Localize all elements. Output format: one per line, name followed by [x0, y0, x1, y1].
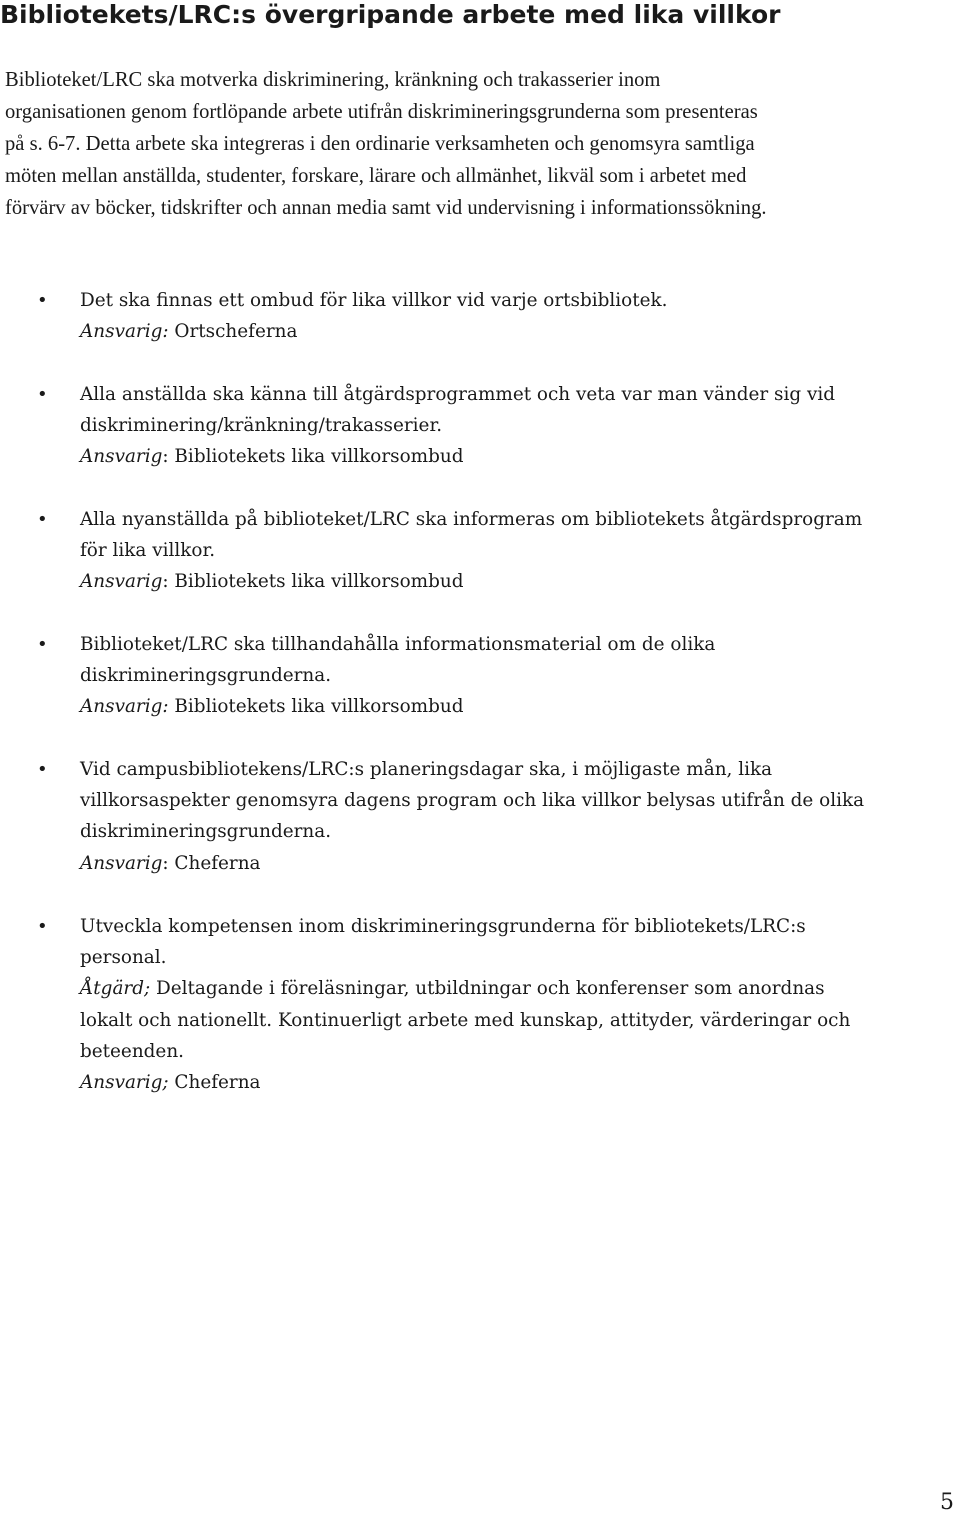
item-text-line: Utveckla kompetensen inom diskrimineringsgrunderna för bibliotekets/LRC:s: [80, 916, 806, 937]
list-item-body: [80, 754, 940, 879]
item-text-line: diskrimineringsgrunderna.: [80, 665, 332, 687]
item-text-line: diskriminering/kränkning/trakasserier.: [80, 415, 443, 437]
responsible-value: Cheferna: [168, 1072, 261, 1094]
item-text-line: Det ska finnas ett ombud för lika villkor vid varje ortsbibliotek.: [80, 290, 668, 311]
intro-line: på s. 6-7. Detta arbete ska integreras i den ordinarie verksamheten och genomsyra samtliga: [5, 133, 755, 155]
action-label: Åtgärd;: [80, 978, 151, 1000]
responsible-label: Ansvarig: [80, 852, 163, 874]
bullet-icon: •: [37, 509, 48, 530]
responsible-line: [80, 316, 940, 347]
page-title: Bibliotekets/LRC:s övergripande arbete med lika villkor: [0, 0, 781, 29]
list-item-body: [80, 285, 940, 347]
responsible-label: Ansvarig;: [80, 1072, 169, 1094]
item-text-line: villkorsaspekter genomsyra dagens program och lika villkor belysas utifrån de olika: [80, 790, 865, 812]
item-text-line: för lika villkor.: [80, 540, 216, 562]
list-item-body: [80, 504, 940, 598]
page-number: 5: [940, 1490, 954, 1515]
action-line: [80, 973, 940, 1004]
responsible-line: [80, 441, 940, 472]
responsible-value: : Bibliotekets lika villkorsombud: [162, 446, 464, 468]
item-text-line: Vid campusbibliotekens/LRC:s planeringsdagar ska, i möjligaste mån, lika: [80, 759, 773, 780]
item-text-line: personal.: [80, 947, 167, 969]
responsible-label: Ansvarig: [80, 571, 163, 593]
bullet-icon: •: [37, 634, 48, 655]
intro-line: förvärv av böcker, tidskrifter och annan media samt vid undervisning i informationssökning.: [5, 197, 767, 219]
responsible-value: Ortscheferna: [168, 321, 298, 343]
bullet-icon: •: [37, 384, 48, 405]
item-text-line: Biblioteket/LRC ska tillhandahålla informationsmaterial om de olika: [80, 634, 716, 655]
action-line: beteenden.: [80, 1040, 185, 1062]
responsible-line: [80, 1067, 940, 1098]
responsible-value: : Cheferna: [162, 852, 261, 874]
list-item-body: [80, 379, 940, 473]
responsible-value: Bibliotekets lika villkorsombud: [168, 696, 464, 718]
list-item-body: [80, 629, 940, 723]
bullet-icon: •: [37, 759, 48, 780]
bullet-icon: •: [37, 916, 48, 937]
responsible-line: [80, 691, 940, 722]
action-line: lokalt och nationellt. Kontinuerligt arbete med kunskap, attityder, värderingar och: [80, 1009, 851, 1031]
responsible-value: : Bibliotekets lika villkorsombud: [162, 571, 464, 593]
responsible-line: [80, 848, 940, 879]
action-text: Deltagande i föreläsningar, utbildningar och konferenser som anordnas: [150, 978, 825, 1000]
item-text-line: diskrimineringsgrunderna.: [80, 821, 332, 843]
item-text-line: Alla anställda ska känna till åtgärdsprogrammet och veta var man vänder sig vid: [80, 384, 836, 405]
responsible-label: Ansvarig: [80, 446, 163, 468]
responsible-label: Ansvarig:: [80, 696, 169, 718]
responsible-line: [80, 566, 940, 597]
list-item-body: [80, 911, 940, 1098]
responsible-label: Ansvarig:: [80, 321, 169, 343]
intro-line: organisationen genom fortlöpande arbete utifrån diskrimineringsgrunderna som presenteras: [5, 101, 758, 123]
intro-line: Biblioteket/LRC ska motverka diskriminering, kränkning och trakasserier inom: [5, 69, 661, 91]
intro-line: möten mellan anställda, studenter, forskare, lärare och allmänhet, likväl som i arbetet med: [5, 165, 747, 187]
item-text-line: Alla nyanställda på biblioteket/LRC ska informeras om bibliotekets åtgärdsprogram: [80, 509, 863, 530]
bullet-icon: •: [37, 290, 48, 311]
